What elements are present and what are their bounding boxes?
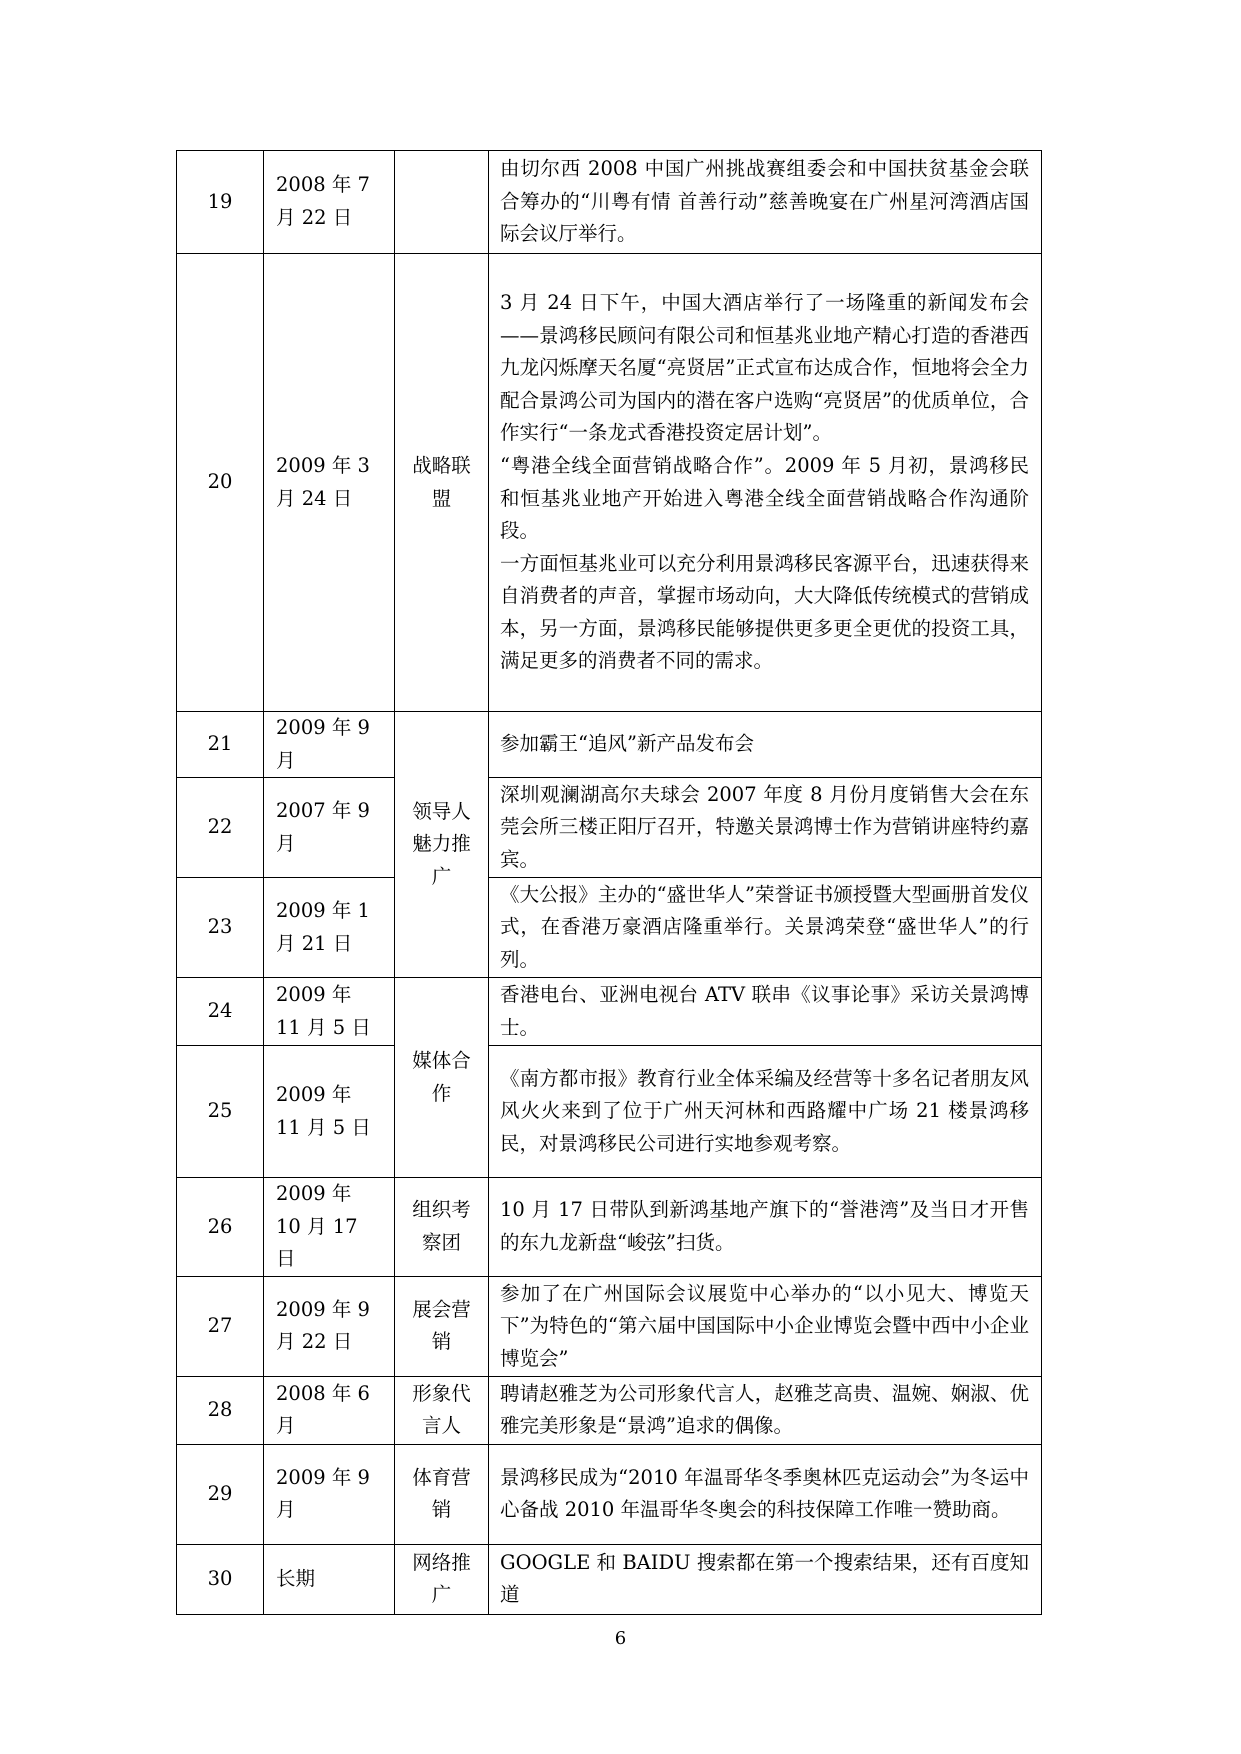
row-number: 20 <box>177 254 264 712</box>
row-description: 《南方都市报》教育行业全体采编及经营等十多名记者朋友风风火火来到了位于广州天河林和西路耀中广场 21 楼景鸿移民，对景鸿移民公司进行实地参观考察。 <box>489 1046 1042 1178</box>
table-row <box>177 1178 1042 1277</box>
row-number: 26 <box>177 1178 264 1277</box>
row-number: 27 <box>177 1276 264 1376</box>
row-number: 23 <box>177 878 264 978</box>
row-description: 深圳观澜湖高尔夫球会 2007 年度 8 月份月度销售大会在东莞会所三楼正阳厅召开，特邀关景鸿博士作为营销讲座特约嘉宾。 <box>489 778 1042 878</box>
row-date: 2009 年 11 月 5 日 <box>264 978 395 1046</box>
row-date: 2007 年 9 月 <box>264 778 395 878</box>
row-category: 展会营销 <box>395 1276 489 1376</box>
row-category: 战略联盟 <box>395 254 489 712</box>
row-number: 25 <box>177 1046 264 1178</box>
row-category: 媒体合作 <box>395 978 489 1178</box>
row-date: 长期 <box>264 1544 395 1614</box>
row-date: 2009 年 9 月 <box>264 1444 395 1544</box>
row-description: 聘请赵雅芝为公司形象代言人，赵雅芝高贵、温婉、娴淑、优雅完美形象是“景鸿”追求的偶像。 <box>489 1376 1042 1444</box>
table-row <box>177 151 1042 254</box>
row-date: 2009 年 11 月 5 日 <box>264 1046 395 1178</box>
table-row <box>177 1276 1042 1376</box>
row-date: 2009 年 9 月 <box>264 712 395 778</box>
row-date: 2008 年 6 月 <box>264 1376 395 1444</box>
row-category: 组织考察团 <box>395 1178 489 1277</box>
row-description: 3 月 24 日下午，中国大酒店举行了一场隆重的新闻发布会——景鸿移民顾问有限公司和恒基兆业地产精心打造的香港西九龙闪烁摩天名厦“亮贤居”正式宣布达成合作，恒地将会全力配合景鸿公司为国内的潜在客户选购“亮贤居”的优质单位，合作实行“一条龙式香港投资定居计划”。 “粤港全线全面营销战略合作”。2009 年 5 月初，景鸿移民和恒基兆业地产开始进入粤港全线全面营销战略合作沟通阶段。 一方面恒基兆业可以充分利用景鸿移民客源平台，迅速获得来自消费者的声音，掌握市场动向，大大降低传统模式的营销成本，另一方面，景鸿移民能够提供更多更全更优的投资工具，满足更多的消费者不同的需求。 <box>489 254 1042 712</box>
row-number: 22 <box>177 778 264 878</box>
row-date: 2009 年 1 月 21 日 <box>264 878 395 978</box>
row-description: 景鸿移民成为“2010 年温哥华冬季奥林匹克运动会”为冬运中心备战 2010 年温哥华冬奥会的科技保障工作唯一赞助商。 <box>489 1444 1042 1544</box>
row-date: 2009 年 10 月 17 日 <box>264 1178 395 1277</box>
row-description: GOOGLE 和 BAIDU 搜索都在第一个搜索结果，还有百度知道 <box>489 1544 1042 1614</box>
page-number: 6 <box>614 1628 627 1649</box>
row-description: 参加了在广州国际会议展览中心举办的“以小见大、博览天下”为特色的“第六届中国国际中小企业博览会暨中西中小企业博览会” <box>489 1276 1042 1376</box>
table-row <box>177 1046 1042 1178</box>
row-description: 《大公报》主办的“盛世华人”荣誉证书颁授暨大型画册首发仪式，在香港万豪酒店隆重举行。关景鸿荣登“盛世华人”的行列。 <box>489 878 1042 978</box>
table-row <box>177 1444 1042 1544</box>
row-date: 2009 年 9 月 22 日 <box>264 1276 395 1376</box>
table-row <box>177 978 1042 1046</box>
row-number: 21 <box>177 712 264 778</box>
row-description: 10 月 17 日带队到新鸿基地产旗下的“誉港湾”及当日才开售的东九龙新盘“峻弦”扫货。 <box>489 1178 1042 1277</box>
row-number: 28 <box>177 1376 264 1444</box>
row-category: 领导人魅力推广 <box>395 712 489 978</box>
row-number: 29 <box>177 1444 264 1544</box>
row-category <box>395 151 489 254</box>
row-category: 网络推广 <box>395 1544 489 1614</box>
table-row <box>177 778 1042 878</box>
row-number: 19 <box>177 151 264 254</box>
row-description: 香港电台、亚洲电视台 ATV 联串《议事论事》采访关景鸿博士。 <box>489 978 1042 1046</box>
row-date: 2009 年 3 月 24 日 <box>264 254 395 712</box>
row-category: 体育营销 <box>395 1444 489 1544</box>
table-row <box>177 878 1042 978</box>
table-row <box>177 1376 1042 1444</box>
events-table <box>176 150 1042 1615</box>
row-description: 由切尔西 2008 中国广州挑战赛组委会和中国扶贫基金会联合筹办的“川粤有情 首善行动”慈善晚宴在广州星河湾酒店国际会议厅举行。 <box>489 151 1042 254</box>
table-row <box>177 712 1042 778</box>
row-date: 2008 年 7 月 22 日 <box>264 151 395 254</box>
row-description: 参加霸王“追风”新产品发布会 <box>489 712 1042 778</box>
row-category: 形象代言人 <box>395 1376 489 1444</box>
row-number: 30 <box>177 1544 264 1614</box>
row-number: 24 <box>177 978 264 1046</box>
table-row <box>177 1544 1042 1614</box>
table-row <box>177 254 1042 712</box>
